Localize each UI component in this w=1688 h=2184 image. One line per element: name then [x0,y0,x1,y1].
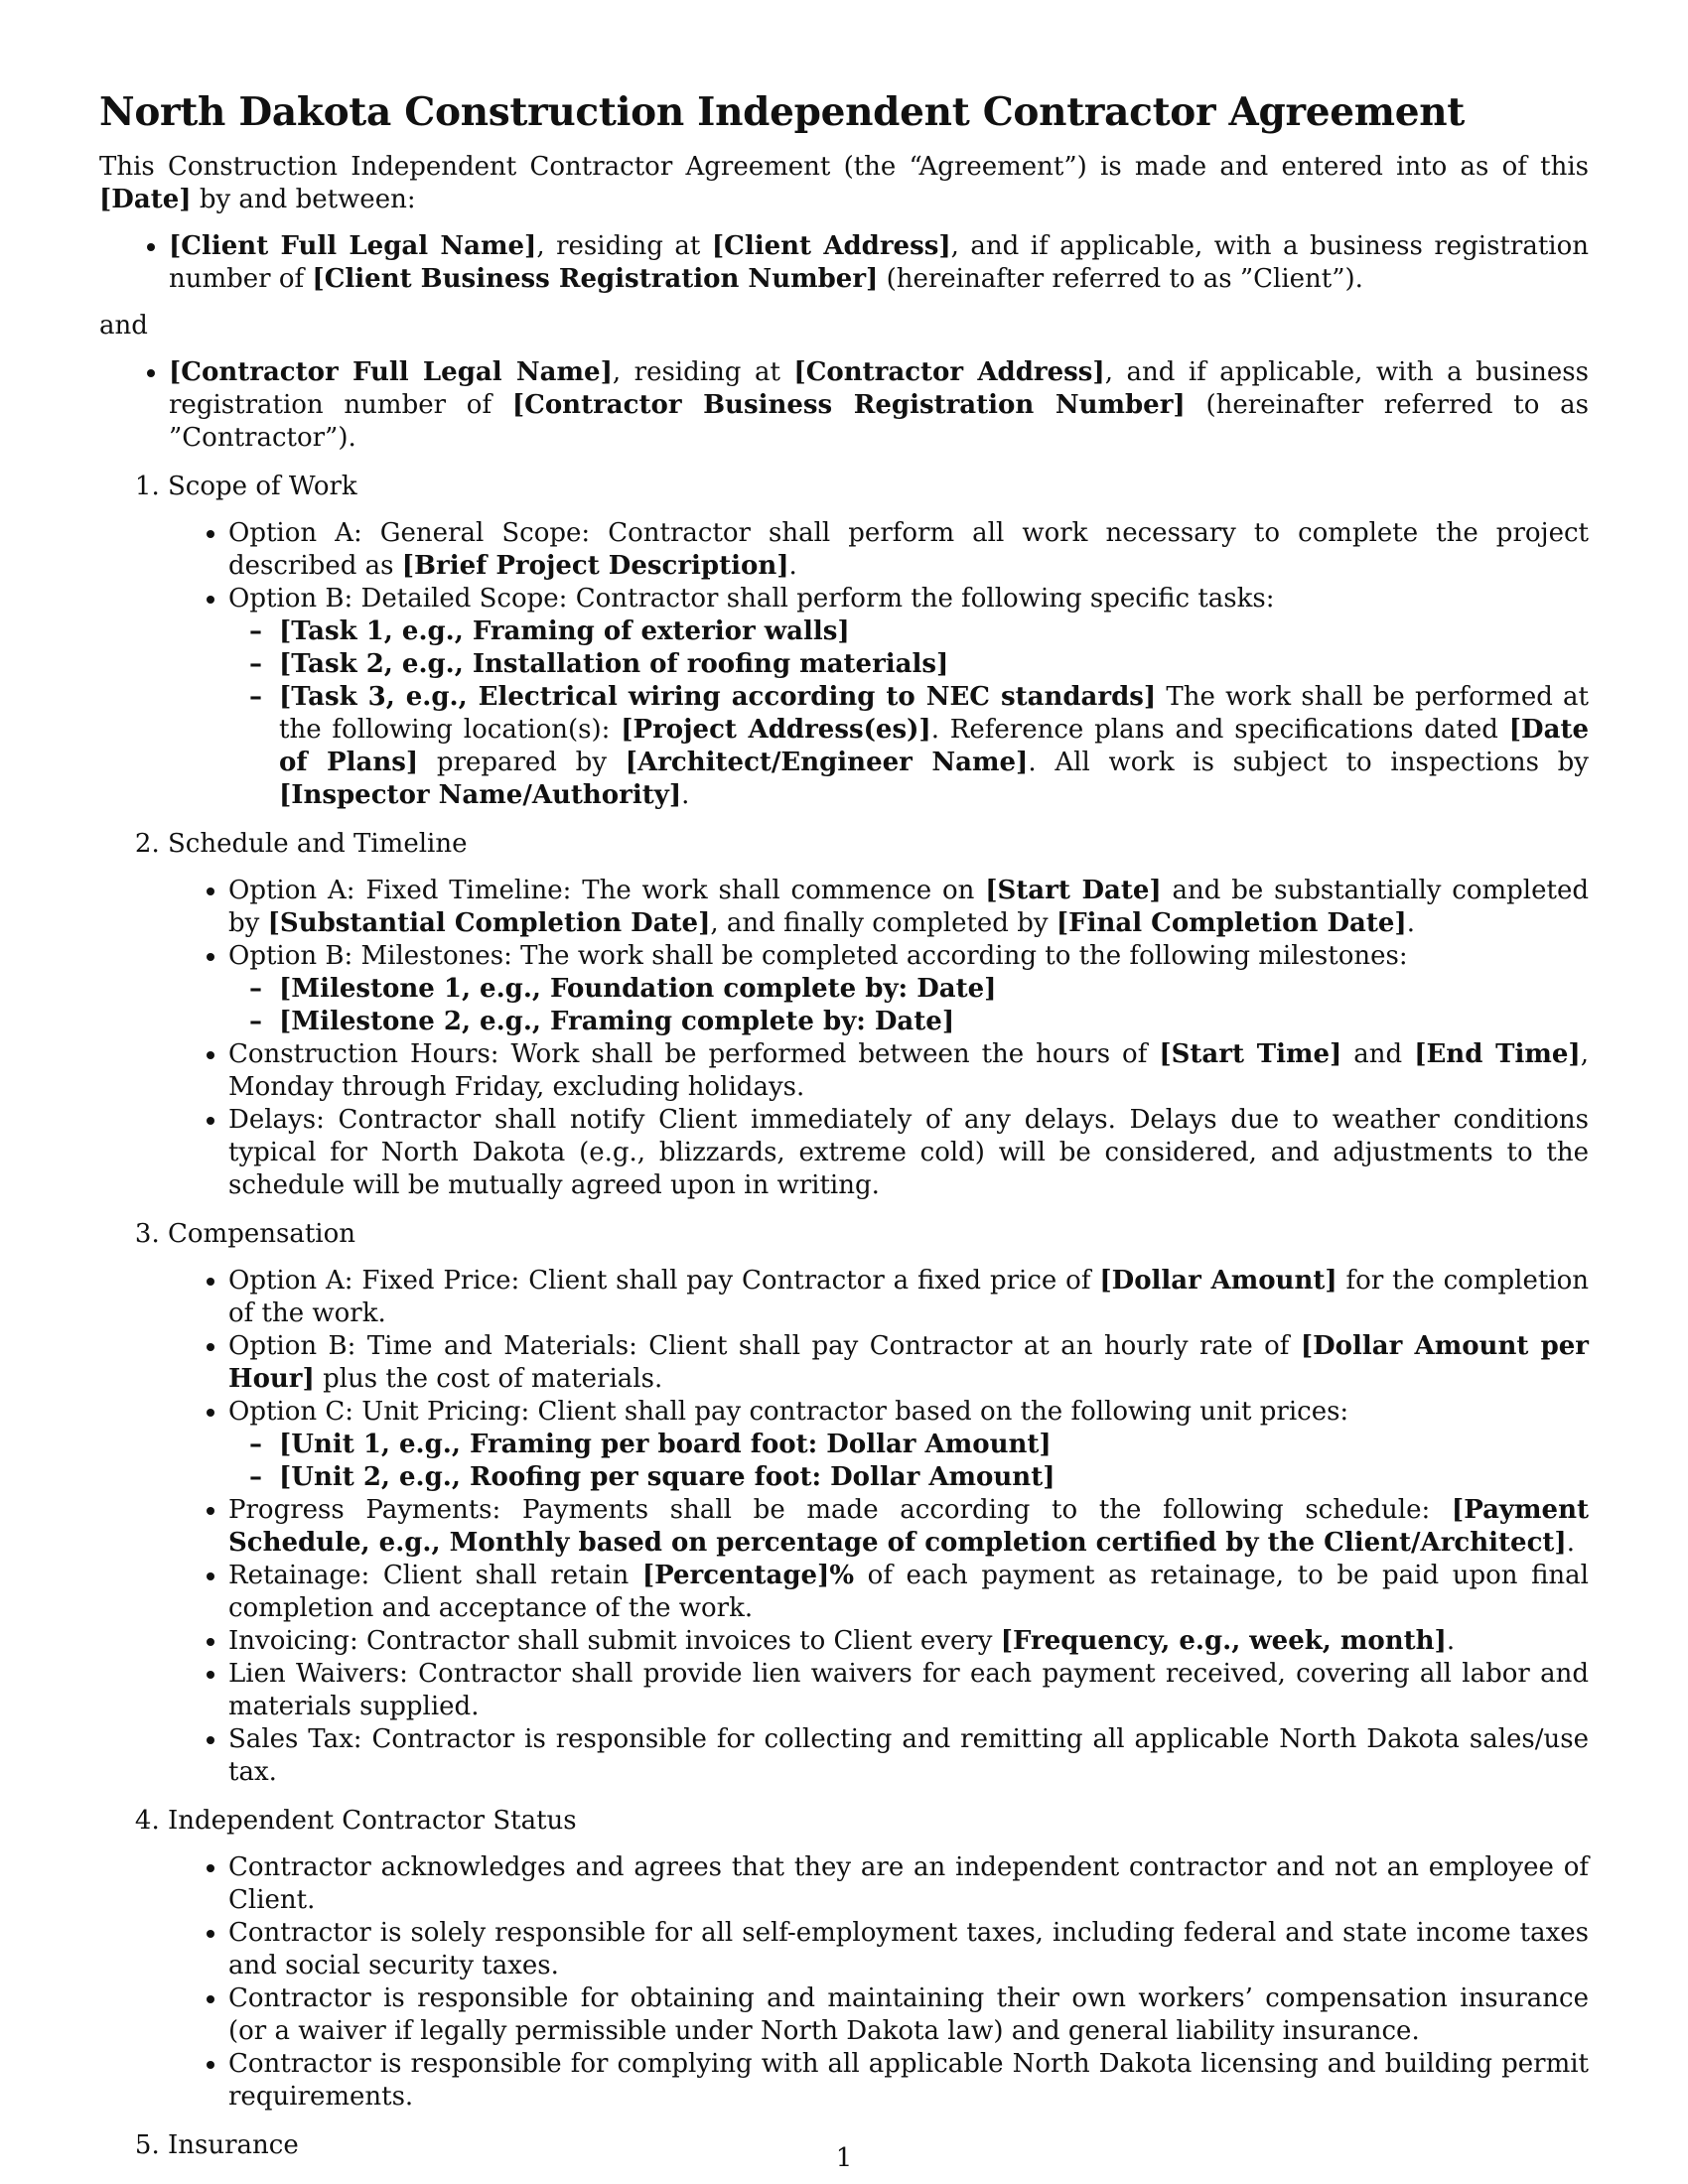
list-item: • Contractor is responsible for complying with all applicable North Dakota licensing and building permit requirements. [228,2048,1589,2114]
section-scope-of-work [168,471,1589,812]
section-independent-contractor-status [168,1805,1589,2114]
section-title: 4. Independent Contractor Status [168,1806,577,1836]
contractor-party-list [99,356,1589,455]
list-item: • Contractor is responsible for obtaining and maintaining their own workers’ compensation insurance (or a waiver if legally permissible under North Dakota law) and general liability insurance. [228,1982,1589,2048]
sub-list-item: – [Task 2, e.g., Installation of roofing materials] [279,648,1589,681]
document-title: North Dakota Construction Independent Contractor Agreement [99,89,1465,135]
sub-list-item: – [Unit 2, e.g., Roofing per square foot: Dollar Amount] [279,1461,1589,1494]
list-item: • Option B: Detailed Scope: Contractor shall perform the following specific tasks: – [Task 1, e.g., Framing of exterior walls] – [Task 2, e.g., Installation of roofing materials] – [Task 3, e.g., Electrical wiring according to NEC standards] The work shall be performed at the following location(s): [Project Address(es)]. Reference plans and specifications dated [Date of Plans] prepared by [Architect/Engineer Name]. All work is subject to inspections by [Inspector Name/Authority]. [228,583,1589,812]
list-item: • Option C: Unit Pricing: Client shall pay contractor based on the following unit prices: – [Unit 1, e.g., Framing per board foot: Dollar Amount] – [Unit 2, e.g., Roofing per square foot: Dollar Amount] [228,1396,1589,1494]
sub-list-item: – [Unit 1, e.g., Framing per board foot: Dollar Amount] [279,1429,1589,1461]
list-item: • Lien Waivers: Contractor shall provide lien waivers for each payment received, covering all labor and materials supplied. [228,1658,1589,1723]
list-item: • Option B: Time and Materials: Client shall pay Contractor at an hourly rate of [Dollar Amount per Hour] plus the cost of materials. [228,1330,1589,1396]
list-item: • Contractor is solely responsible for all self-employment taxes, including federal and state income taxes and social security taxes. [228,1917,1589,1982]
sections-list [99,471,1589,2162]
client-party-list [99,230,1589,296]
list-item: • Option A: General Scope: Contractor shall perform all work necessary to complete the project described as [Brief Project Description]. [228,517,1589,583]
and-separator: and [99,311,148,341]
date-placeholder: [Date] [99,185,192,214]
list-item: • Sales Tax: Contractor is responsible for collecting and remitting all applicable North Dakota sales/use tax. [228,1723,1589,1789]
section-title: 3. Compensation [168,1219,355,1249]
page-number: 1 [835,2143,853,2173]
list-item: • Invoicing: Contractor shall submit invoices to Client every [Frequency, e.g., week, month]. [228,1625,1589,1658]
section-title: 5. Insurance [168,2130,299,2160]
document-page [99,87,1589,2178]
list-item: • Construction Hours: Work shall be performed between the hours of [Start Time] and [End Time], Monday through Friday, excluding holidays. [228,1038,1589,1104]
intro-paragraph: This Construction Independent Contractor Agreement (the “Agreement”) is made and entered into as of this [Date] by and between: [99,152,1589,214]
sub-list-item: – [Task 1, e.g., Framing of exterior walls] [279,615,1589,648]
list-item: • Retainage: Client shall retain [Percentage]% of each payment as retainage, to be paid upon final completion and acceptance of the work. [228,1560,1589,1625]
list-item: • Option A: Fixed Price: Client shall pay Contractor a fixed price of [Dollar Amount] for the completion of the work. [228,1265,1589,1330]
sub-list-item: – [Task 3, e.g., Electrical wiring according to NEC standards] The work shall be performed at the following location(s): [Project Address(es)]. Reference plans and specifications dated [Date of Plans] prepared by [Architect/Engineer Name]. All work is subject to inspections by [Inspector Name/Authority]. [279,681,1589,812]
list-item: • Progress Payments: Payments shall be made according to the following schedule: [Payment Schedule, e.g., Monthly based on percentage of completion certified by the Client/Architect]. [228,1494,1589,1560]
section-title: 1. Scope of Work [168,472,357,501]
contractor-party: • [Contractor Full Legal Name], residing at [Contractor Address], and if applicable, with a business registration number of [Contractor Business Registration Number] (hereinafter referred to as ”Contractor”). [169,356,1589,455]
sub-list-item: – [Milestone 2, e.g., Framing complete by: Date] [279,1006,1589,1038]
list-item: • Option B: Milestones: The work shall be completed according to the following milestones: – [Milestone 1, e.g., Foundation complete by: Date] – [Milestone 2, e.g., Framing complete by: Date] [228,940,1589,1038]
list-item: • Option A: Fixed Timeline: The work shall commence on [Start Date] and be substantially completed by [Substantial Completion Date], and finally completed by [Final Completion Date]. [228,875,1589,940]
list-item: • Contractor acknowledges and agrees that they are an independent contractor and not an employee of Client. [228,1851,1589,1917]
section-schedule-and-timeline [168,828,1589,1202]
list-item: • Delays: Contractor shall notify Client immediately of any delays. Delays due to weather conditions typical for North Dakota (e.g., blizzards, extreme cold) will be considered, and adjustments to the schedule will be mutually agreed upon in writing. [228,1104,1589,1202]
section-title: 2. Schedule and Timeline [168,829,468,859]
sub-list-item: – [Milestone 1, e.g., Foundation complete by: Date] [279,973,1589,1006]
section-compensation [168,1218,1589,1789]
client-party: • [Client Full Legal Name], residing at [Client Address], and if applicable, with a business registration number of [Client Business Registration Number] (hereinafter referred to as ”Client”). [169,230,1589,296]
